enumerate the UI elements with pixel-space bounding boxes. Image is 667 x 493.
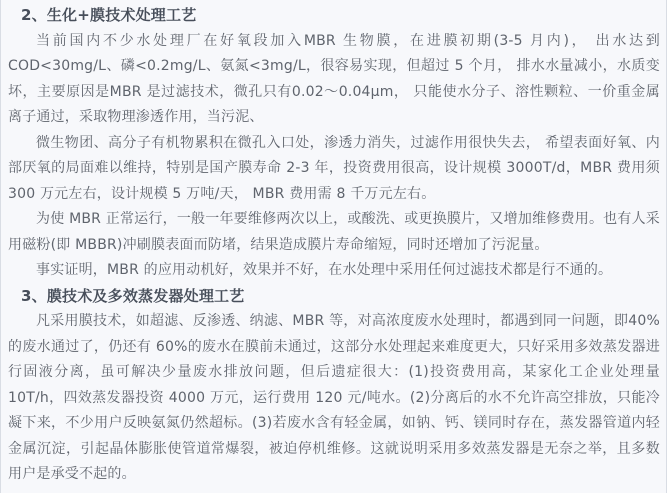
article-content: [1, 0, 666, 493]
paragraph: 微生物团、高分子有机物累积在微孔入口处，渗透力消失，过滤作用很快失去， 希望表面好氧、内部厌氧的局面难以维持，特别是国产膜寿命 2-3 年，投资费用很高，设计规模 3000T/d，MBR 费用须 300 万元左右，设计规模 5 万吨/天， MBR 费用需 8 千万元左右。: [8, 134, 660, 202]
paragraph: 当前国内不少水处理厂在好氧段加入MBR 生物膜，在进膜初期(3-5 月内)， 出水达到COD<30mg/L、磷<0.2mg/L、氨氮<3mg/L，很容易实现，但超过 5 个月， 排水水量减小，水质变坏，主要原因是MBR 是过滤技术，微孔只有0.02～0.04μm， 只能使水分子、溶性颗粒、一价重金属离子通过，采取物理渗透作用，当污泥、: [8, 32, 660, 125]
section-membrane-evaporator-process: [8, 284, 660, 488]
paragraph: 凡采用膜技术，如超滤、反渗透、纳滤、MBR 等，对高浓度废水处理时，都遇到同一问题，即40%的废水通过了，仍还有 60%的废水在膜前未通过，这部分水处理起来难度更大，只好采用多效蒸发器进行固液分离，虽可解决少量废水排放问题，但后遗症很大：(1)投资费用高，某家化工企业处理量 10T/h，四效蒸发器投资 4000 万元，运行费用 120 元/吨水。(2)分离后的水不允许高空排放，只能冷凝下来，不少用户反映氨氮仍然超标。(3)若废水含有轻金属，如钠、钙、镁同时存在，蒸发器管道内轻金属沉淀，引起晶体膨胀使管道常爆裂，被迫停机维修。这就说明采用多效蒸发器是无奈之举，且多数用户是承受不起的。: [8, 313, 660, 482]
section-heading-2: 2、生化+膜技术处理工艺: [21, 6, 197, 24]
section-biochemical-membrane-process: [8, 3, 660, 284]
section-heading-3: 3、膜技术及多效蒸发器处理工艺: [21, 286, 245, 305]
paragraph: 事实证明，MBR 的应用动机好，效果并不好，在水处理中采用任何过滤技术都是行不通的。: [36, 262, 613, 278]
paragraph: 为使 MBR 正常运行，一般一年要维修两次以上，或酸洗、或更换膜片，又增加维修费用。也有人采用磁粉(即 MBBR)冲刷膜表面而防堵，结果造成膜片寿命缩短，同时还增加了污泥量。: [8, 211, 660, 253]
